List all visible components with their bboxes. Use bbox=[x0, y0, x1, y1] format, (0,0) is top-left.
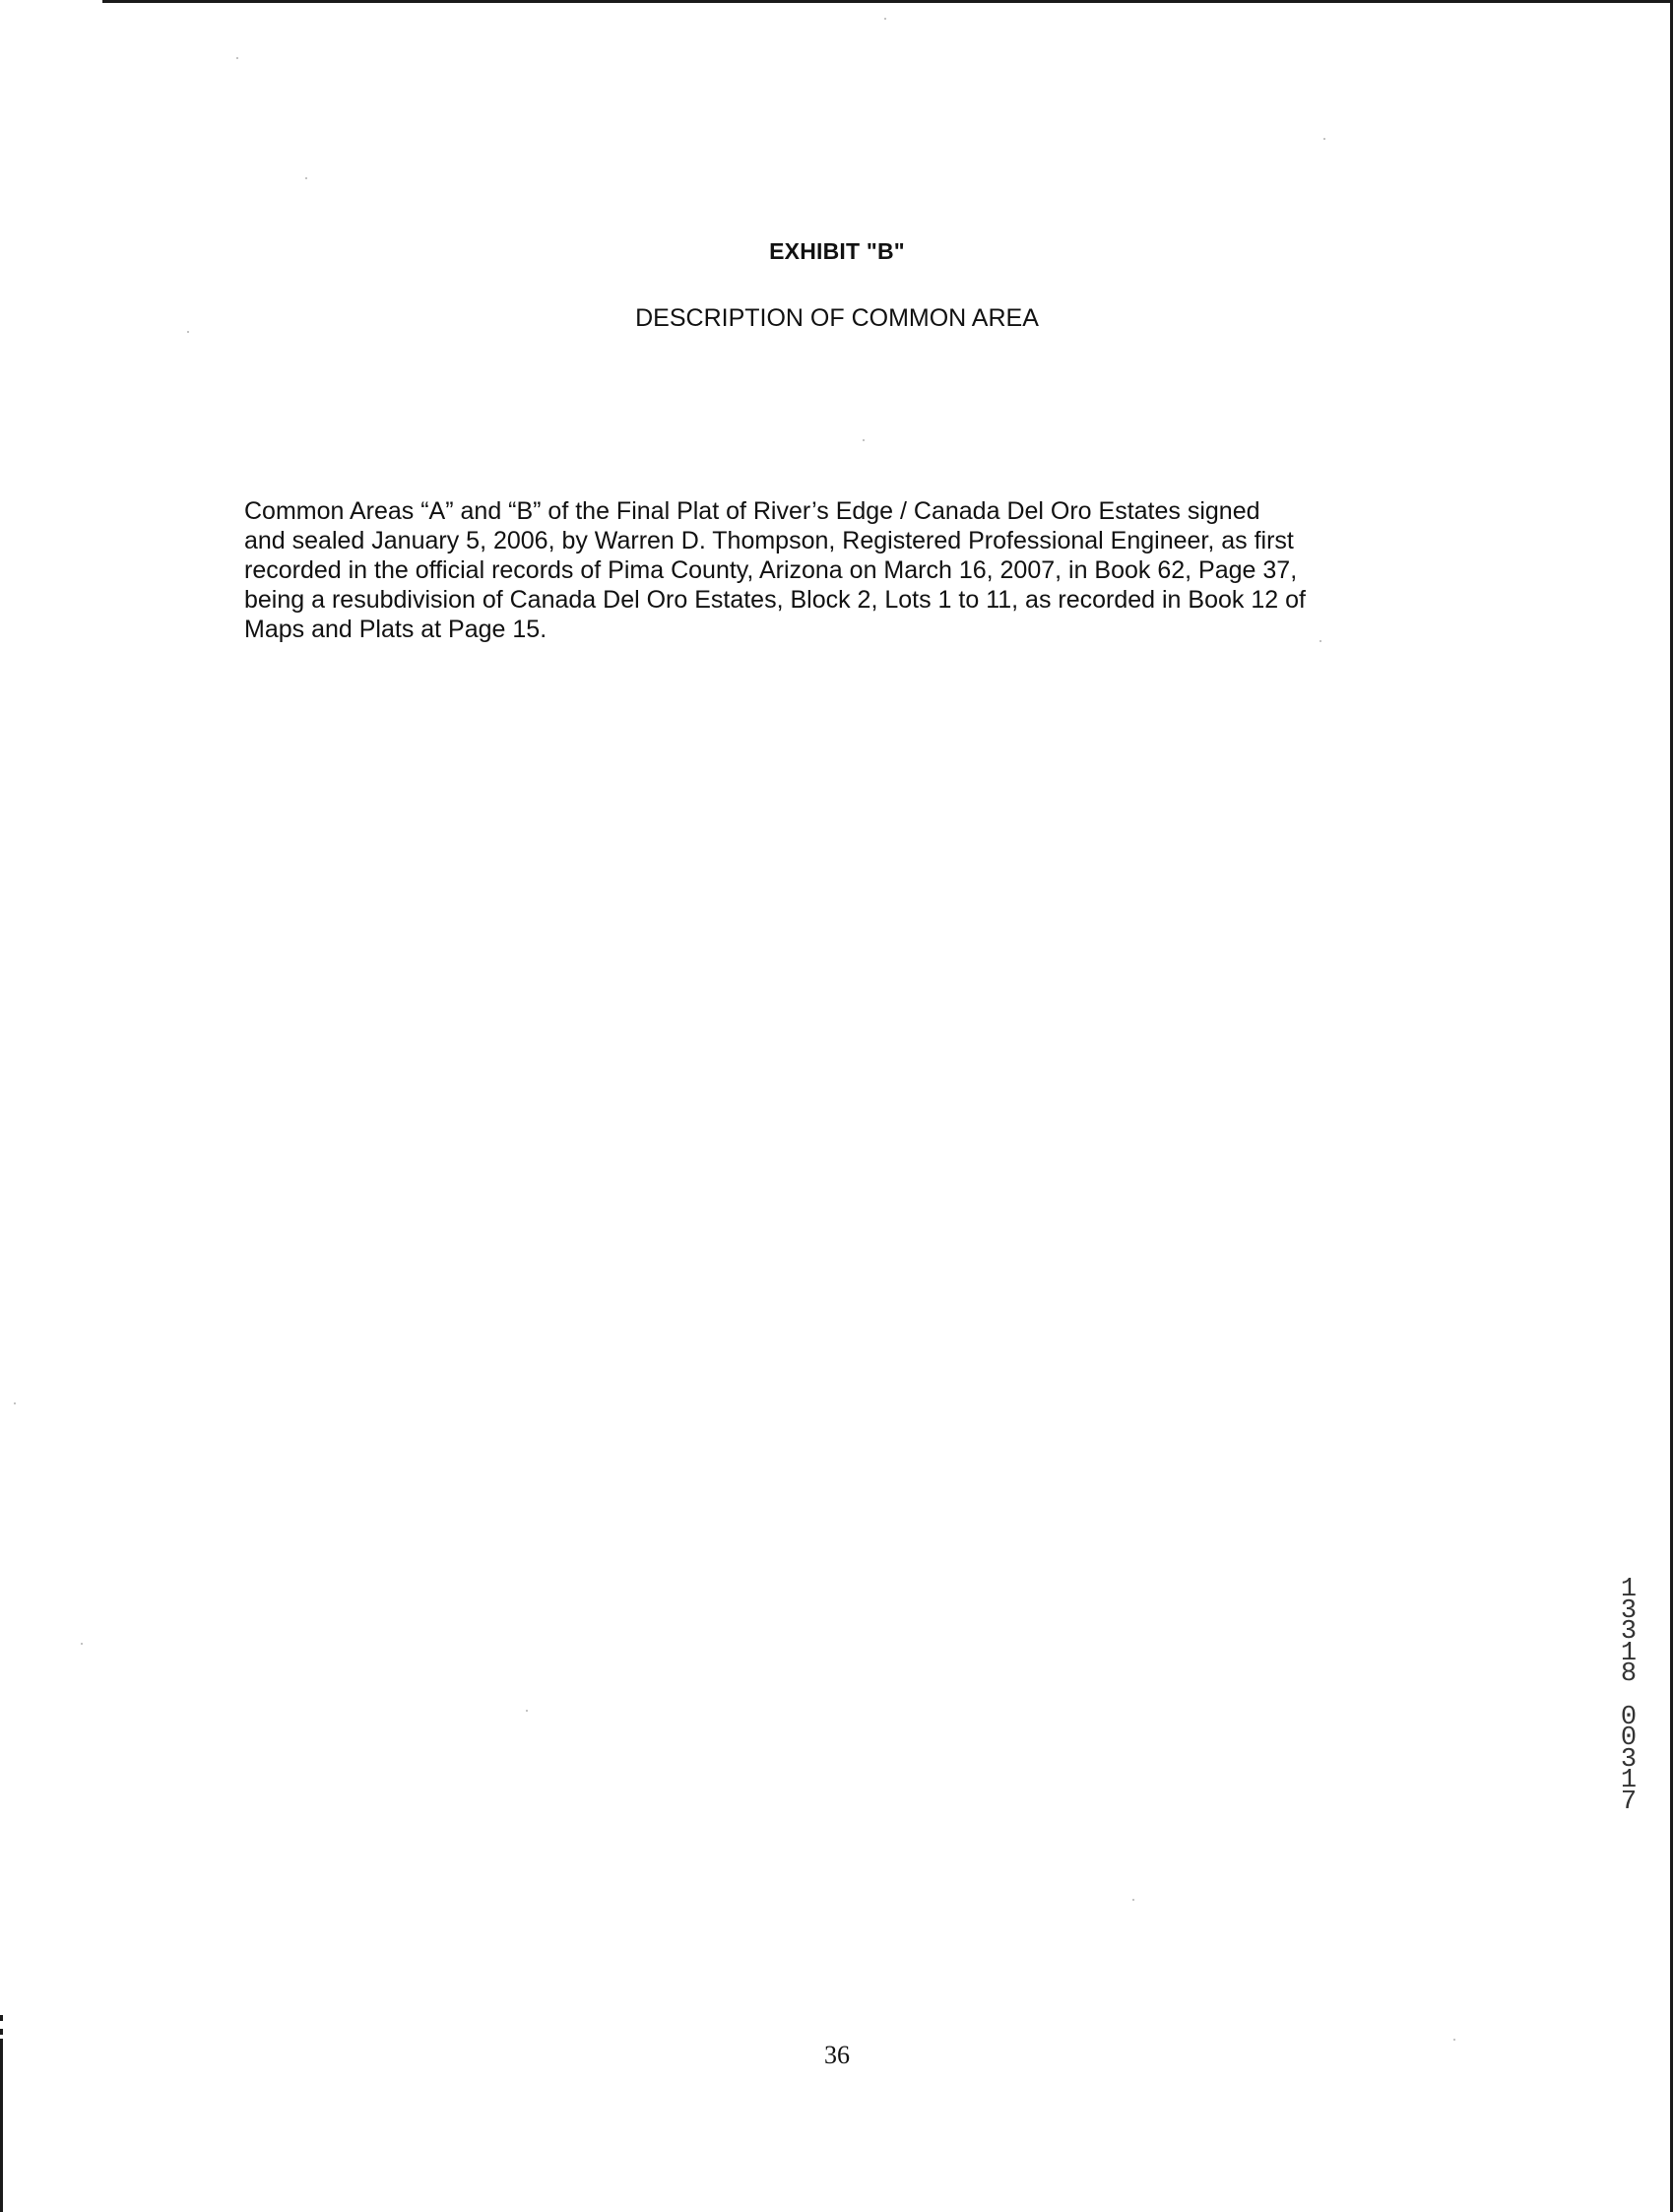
common-area-description bbox=[244, 496, 1421, 644]
paragraph-line: recorded in the official records of Pima County, Arizona on March 16, 2007, in Book 62, Page 37, bbox=[244, 556, 1298, 584]
scan-speck bbox=[14, 1402, 16, 1404]
paragraph-line: being a resubdivision of Canada Del Oro Estates, Block 2, Lots 1 to 11, as recorded in Book 12 of bbox=[244, 586, 1306, 614]
stamp-digit: 1 bbox=[1620, 1575, 1638, 1604]
stamp-digit: 1 bbox=[1620, 1638, 1638, 1668]
page-number: 36 bbox=[824, 2041, 850, 2069]
stamp-digit: 1 bbox=[1620, 1766, 1638, 1796]
scan-speck bbox=[884, 18, 886, 20]
exhibit-title: EXHIBIT "B" bbox=[769, 238, 905, 264]
scan-speck bbox=[526, 1710, 528, 1712]
stamp-digit: 8 bbox=[1620, 1659, 1638, 1690]
paragraph-line: Common Areas “A” and “B” of the Final Plat of River’s Edge / Canada Del Oro Estates signed bbox=[244, 497, 1260, 525]
scan-speck bbox=[236, 57, 238, 59]
stamp-digit: 0 bbox=[1620, 1724, 1638, 1754]
paragraph-line: and sealed January 5, 2006, by Warren D. Thompson, Registered Professional Engineer, as first bbox=[244, 527, 1294, 554]
stamp-digit: 3 bbox=[1620, 1617, 1638, 1648]
paragraph-line: Maps and Plats at Page 15. bbox=[244, 616, 547, 643]
stamp-digit: 7 bbox=[1620, 1787, 1638, 1817]
scan-speck bbox=[1323, 138, 1325, 140]
section-title: DESCRIPTION OF COMMON AREA bbox=[635, 304, 1039, 332]
stamp-digit: 3 bbox=[1620, 1744, 1638, 1775]
scan-left-dash bbox=[0, 2029, 3, 2035]
stamp-digit: 0 bbox=[1620, 1702, 1638, 1732]
scan-speck bbox=[1132, 1899, 1134, 1901]
scan-speck bbox=[863, 439, 865, 441]
scan-speck bbox=[81, 1643, 83, 1645]
scan-top-border bbox=[102, 0, 1670, 3]
stamp-digit: 3 bbox=[1620, 1595, 1638, 1626]
recording-stamp bbox=[1609, 1575, 1648, 1817]
scan-left-dash bbox=[0, 2015, 3, 2021]
scan-speck bbox=[305, 177, 307, 179]
